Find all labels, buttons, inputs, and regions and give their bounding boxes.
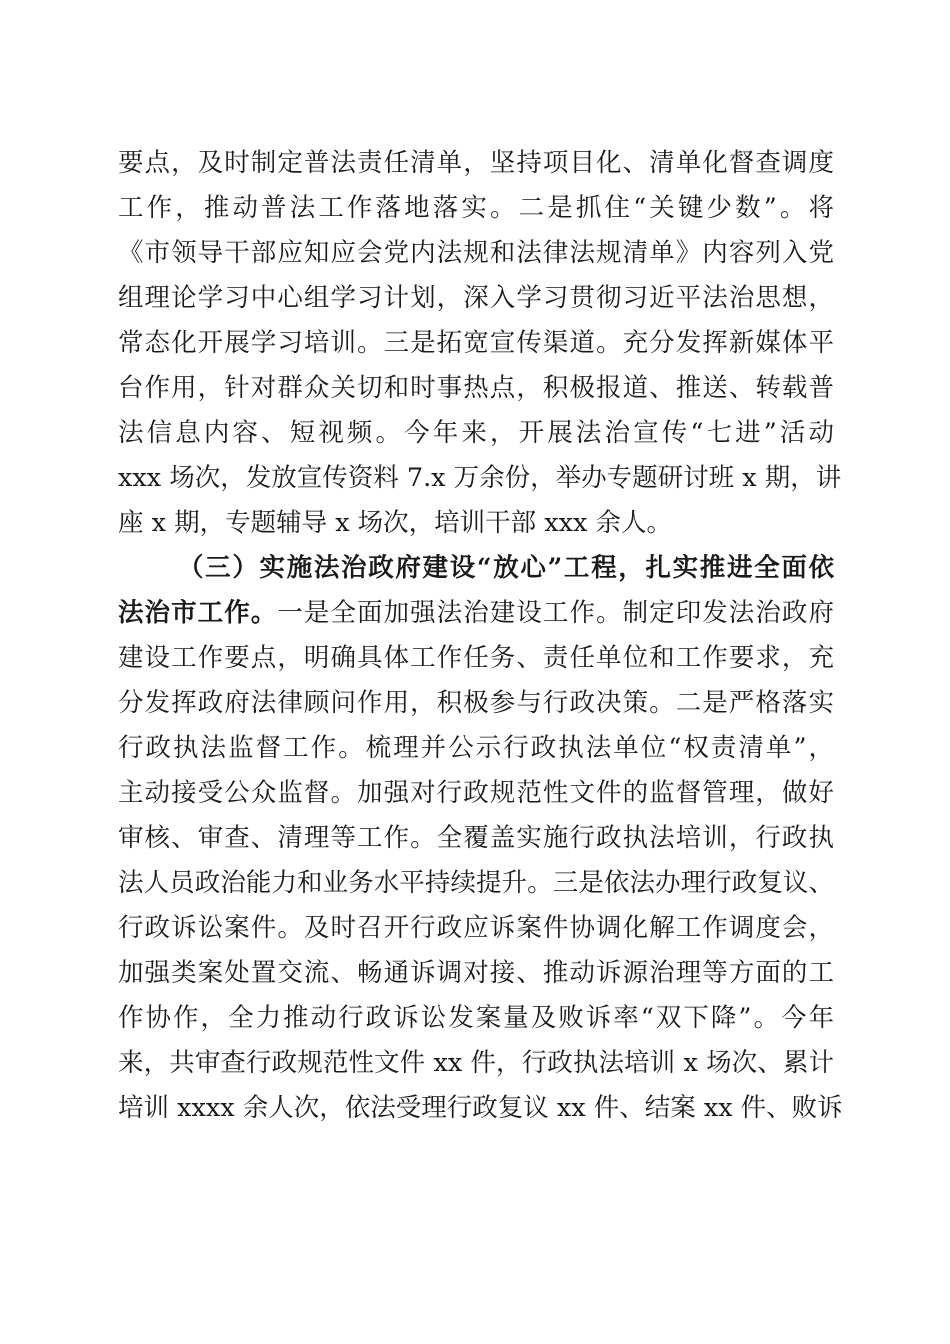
paragraph-2-line-2: 建设工作要点，明确具体工作任务、责任单位和工作要求，充 <box>118 643 834 673</box>
paragraph-1-line-3: 《市领导干部应知应会党内法规和法律法规清单》内容列入党 <box>118 238 834 268</box>
section-heading-line-2: 法治市工作。 <box>118 598 278 628</box>
paragraph-1-line-9: 座 x 期，专题辅导 x 场次，培训干部 xxx 余人。 <box>118 508 673 538</box>
paragraph-2-line-12: 培训 xxxx 余人次，依法受理行政复议 xx 件、结案 xx 件、败诉 <box>118 1093 843 1123</box>
paragraph-1-line-1: 要点，及时制定普法责任清单，坚持项目化、清单化督查调度 <box>118 148 834 178</box>
paragraph-2-line-3: 分发挥政府法律顾问作用，积极参与行政决策。二是严格落实 <box>118 688 834 718</box>
paragraph-2-line-6: 审核、审查、清理等工作。全覆盖实施行政执法培训，行政执 <box>118 823 834 853</box>
paragraph-1-line-4: 组理论学习中心组学习计划，深入学习贯彻习近平法治思想， <box>118 283 834 313</box>
section-heading-line-1: （三）实施法治政府建设“放心”工程，扎实推进全面依 <box>178 553 834 583</box>
paragraph-2-line-1 <box>118 593 834 633</box>
paragraph-2-line-4: 行政执法监督工作。梳理并公示行政执法单位“权责清单”， <box>118 733 834 763</box>
paragraph-2-line-10: 作协作，全力推动行政诉讼发案量及败诉率“双下降”。今年 <box>118 1003 834 1033</box>
paragraph-2-line-5: 主动接受公众监督。加强对行政规范性文件的监督管理，做好 <box>118 778 834 808</box>
paragraph-1-line-2: 工作，推动普法工作落地落实。二是抓住“关键少数”。将 <box>118 193 834 223</box>
paragraph-2-line-9: 加强类案处置交流、畅通诉调对接、推动诉源治理等方面的工 <box>118 958 834 988</box>
paragraph-1-line-8: xxx 场次，发放宣传资料 7.x 万余份，举办专题研讨班 x 期，讲 <box>118 463 842 493</box>
paragraph-2-line-1-rest: 一是全面加强法治建设工作。制定印发法治政府 <box>277 598 834 628</box>
paragraph-1-line-7: 法信息内容、短视频。今年来，开展法治宣传“七进”活动 <box>118 418 834 448</box>
paragraph-1-line-6: 台作用，针对群众关切和时事热点，积极报道、推送、转载普 <box>118 373 834 403</box>
paragraph-2-line-7: 法人员政治能力和业务水平持续提升。三是依法办理行政复议、 <box>118 868 834 898</box>
paragraph-1-line-5: 常态化开展学习培训。三是拓宽宣传渠道。充分发挥新媒体平 <box>118 328 834 358</box>
paragraph-2-line-11: 来，共审查行政规范性文件 xx 件，行政执法培训 x 场次、累计 <box>118 1048 834 1078</box>
paragraph-2-line-8: 行政诉讼案件。及时召开行政应诉案件协调化解工作调度会， <box>118 913 834 943</box>
